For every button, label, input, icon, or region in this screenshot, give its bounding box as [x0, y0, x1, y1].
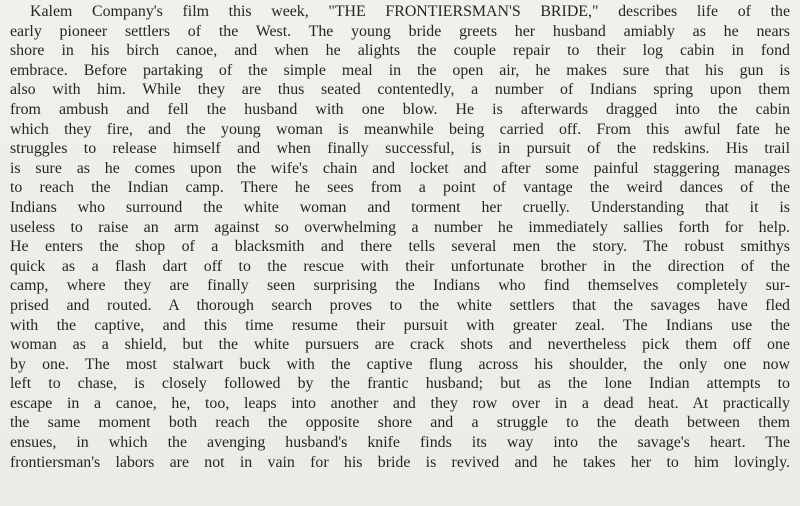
text-line: by one. The most stalwart buck with the captive flung across his shoulder, the only one now: [10, 355, 790, 373]
text-line: is sure as he comes upon the wife's chain and locket and after some painful staggering manages: [10, 159, 790, 177]
text-line: camp, where they are finally seen surprising the Indians who find themselves completely sur-: [10, 277, 790, 295]
text-line: from ambush and fell the husband with one blow. He is afterwards dragged into the cabin: [10, 100, 790, 118]
text-line: Indians who surround the white woman and torment her cruelly. Understanding that it is: [10, 198, 790, 216]
text-line: shore in his birch canoe, and when he alights the couple repair to their log cabin in fond: [10, 42, 790, 60]
text-line: to reach the Indian camp. There he sees from a point of vantage the weird dances of the: [10, 179, 790, 197]
text-line: also with him. While they are thus seated contentedly, a number of Indians spring upon them: [10, 81, 790, 99]
text-line: He enters the shop of a blacksmith and there tells several men the story. The robust smithys: [10, 238, 790, 256]
text-line: frontiersman's labors are not in vain for his bride is revived and he takes her to him lovingly.: [10, 453, 790, 471]
article-paragraph: [10, 2, 790, 472]
text-line: useless to raise an arm against so overwhelming a number he immediately sallies forth for help.: [10, 218, 790, 236]
text-line: Kalem Company's film this week, "THE FRONTIERSMAN'S BRIDE," describes life of the: [30, 3, 790, 20]
text-line: escape in a canoe, he, too, leaps into another and they row over in a dead heat. At practically: [10, 394, 790, 412]
text-line: woman as a shield, but the white pursuers are crack shots and nevertheless pick them off one: [10, 336, 790, 354]
text-line: the same moment both reach the opposite shore and a struggle to the death between them: [10, 414, 790, 432]
text-line: left to chase, is closely followed by the frantic husband; but as the lone Indian attempts to: [10, 375, 790, 393]
text-line: which they fire, and the young woman is meanwhile being carried off. From this awful fate he: [10, 120, 790, 138]
text-line: early pioneer settlers of the West. The young bride greets her husband amiably as he nears: [10, 22, 790, 40]
text-line: struggles to release himself and when finally successful, is in pursuit of the redskins. His trail: [10, 140, 790, 158]
text-line: prised and routed. A thorough search proves to the white settlers that the savages have fled: [10, 296, 790, 314]
text-line: embrace. Before partaking of the simple meal in the open air, he makes sure that his gun is: [10, 61, 790, 79]
text-line: ensues, in which the avenging husband's knife finds its way into the savage's heart. The: [10, 434, 790, 452]
text-line: with the captive, and this time resume their pursuit with greater zeal. The Indians use the: [10, 316, 790, 334]
text-line: quick as a flash dart off to the rescue with their unfortunate brother in the direction of the: [10, 257, 790, 275]
